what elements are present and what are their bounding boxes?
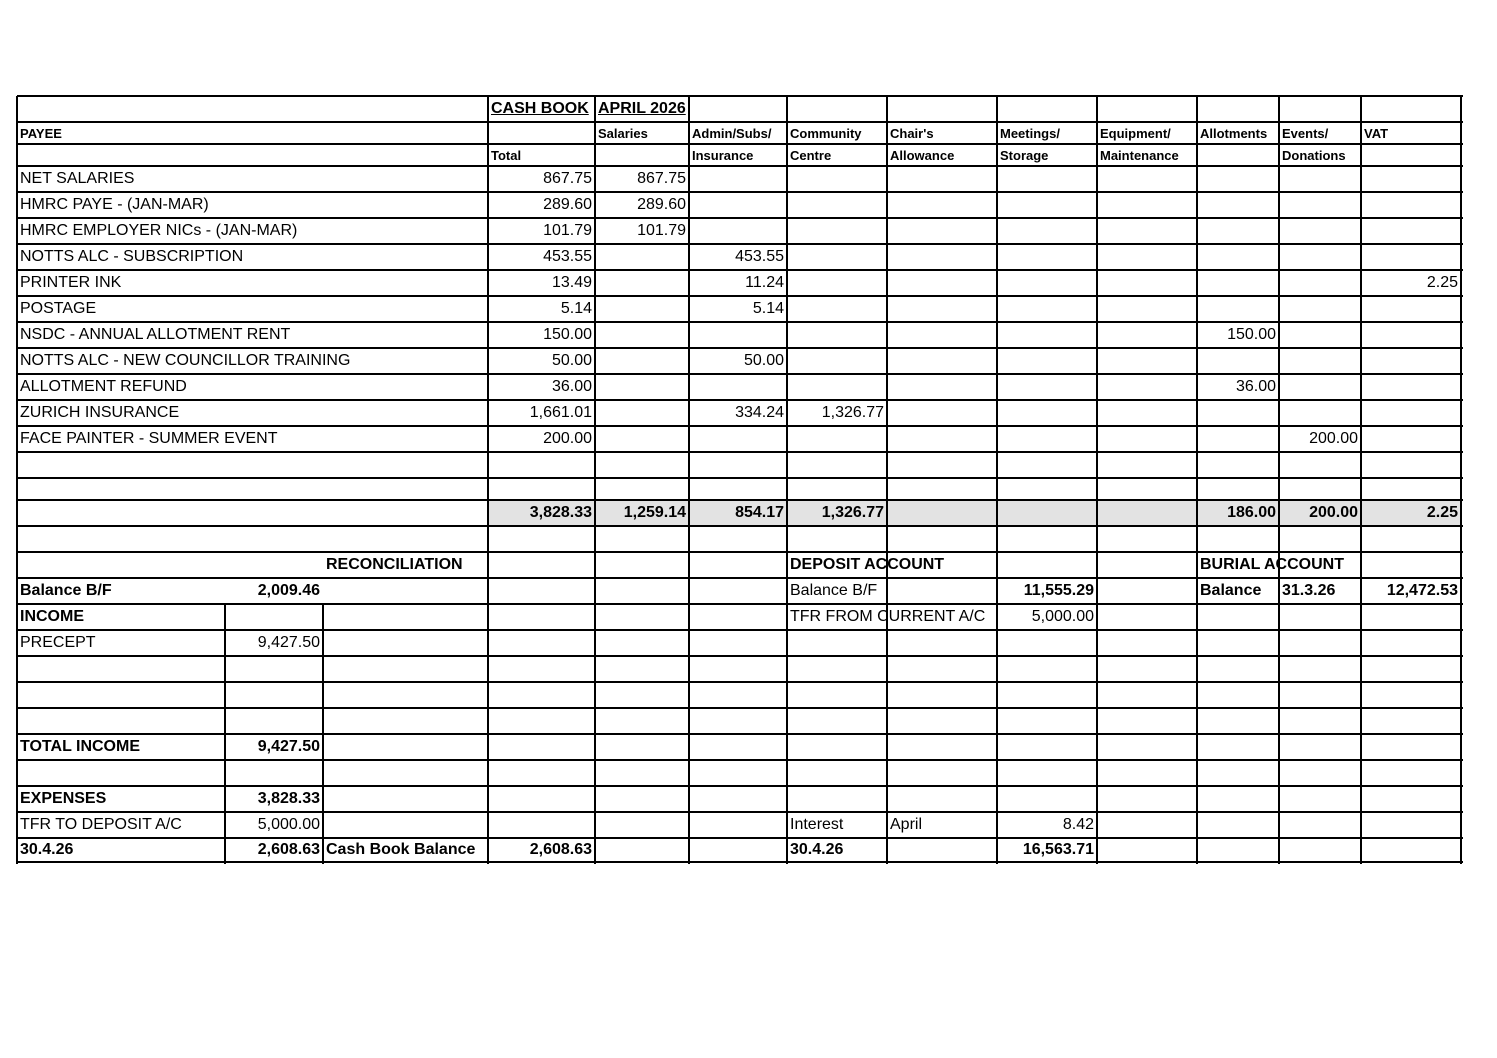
burial-heading: BURIAL ACCOUNT: [1200, 556, 1344, 573]
total-events: 200.00: [1309, 504, 1358, 521]
deposit-tfr-label: TFR FROM CURRENT A/C: [790, 608, 986, 625]
payment-allotments: [1197, 218, 1279, 244]
header-community: Community: [790, 125, 862, 141]
payment-salaries: [595, 296, 689, 322]
payment-admin: 11.24: [745, 274, 784, 291]
payment-allotments: 36.00: [1235, 378, 1276, 395]
grid-line: [594, 604, 596, 864]
burial-balance-date: 31.3.26: [1282, 582, 1336, 599]
payment-community: [787, 192, 887, 218]
recon-expenses-label: EXPENSES: [20, 790, 107, 807]
grid-line: [1096, 96, 1098, 606]
payment-events: 200.00: [1309, 430, 1358, 447]
payment-vat: [1361, 400, 1461, 426]
recon-income-label: INCOME: [20, 608, 84, 625]
grid-line: [996, 96, 998, 606]
header-allotments: Allotments: [1200, 125, 1268, 141]
payment-events: [1279, 244, 1361, 270]
header-vat: VAT: [1364, 125, 1389, 141]
recon-expenses-value: 3,828.33: [257, 790, 320, 807]
payment-community: [787, 348, 887, 374]
payment-events: [1279, 192, 1361, 218]
cash-book-balance-value: 2,608.63: [529, 841, 592, 858]
payment-vat: [1361, 348, 1461, 374]
payment-community: [787, 374, 887, 400]
recon-precept-value: 9,427.50: [257, 634, 320, 651]
month-title: APRIL 2026: [598, 100, 686, 117]
reconciliation-heading: RECONCILIATION: [326, 556, 463, 573]
header-donations: Donations: [1282, 147, 1346, 163]
payment-allotments: [1197, 270, 1279, 296]
payment-allotments: [1197, 426, 1279, 452]
payment-allotments: [1197, 166, 1279, 192]
payment-admin: 5.14: [752, 300, 784, 317]
payment-total: 453.55: [543, 248, 592, 265]
header-allowance: Allowance: [890, 147, 955, 163]
payment-payee: ZURICH INSURANCE: [20, 404, 180, 421]
payment-payee: ALLOTMENT REFUND: [20, 378, 187, 395]
grid-line: [688, 604, 690, 864]
payment-community: [787, 244, 887, 270]
header-insurance: Insurance: [692, 147, 754, 163]
deposit-tfr-value: 5,000.00: [1031, 608, 1094, 625]
payment-payee: NET SALARIES: [20, 170, 135, 187]
deposit-interest-label: Interest: [790, 816, 844, 833]
grid-line: [17, 477, 1463, 479]
deposit-interest-month: April: [890, 816, 923, 833]
grid-line: [1196, 604, 1198, 864]
payment-admin: 453.55: [735, 248, 784, 265]
total-admin: 854.17: [735, 504, 784, 521]
cash-book-title: CASH BOOK: [491, 100, 589, 117]
header-meetings: Meetings/: [1000, 125, 1060, 141]
payment-salaries: [595, 244, 689, 270]
payment-admin: [689, 322, 787, 348]
payment-admin: [689, 192, 787, 218]
header-events: Events/: [1282, 125, 1329, 141]
payment-events: [1279, 374, 1361, 400]
recon-end-value: 2,608.63: [257, 841, 320, 858]
payment-vat: [1361, 166, 1461, 192]
grid-line: [1460, 604, 1462, 864]
payment-total: 150.00: [543, 326, 592, 343]
payment-salaries: [595, 374, 689, 400]
payment-community: [787, 166, 887, 192]
burial-balance-label: Balance: [1200, 582, 1262, 599]
payment-total: 101.79: [543, 222, 592, 239]
recon-end-date: 30.4.26: [20, 841, 74, 858]
payment-community: 1,326.77: [821, 404, 884, 421]
payment-admin: [689, 426, 787, 452]
payment-events: [1279, 166, 1361, 192]
payment-total: 1,661.01: [529, 404, 592, 421]
payment-total: 289.60: [543, 196, 592, 213]
deposit-balance-bf-value: 11,555.29: [1023, 582, 1094, 599]
payment-total: 50.00: [551, 352, 592, 369]
recon-total-income-value: 9,427.50: [257, 738, 320, 755]
payment-salaries: 101.79: [637, 222, 686, 239]
recon-balance-bf-value: 2,009.46: [257, 582, 320, 599]
grid-line: [1278, 604, 1280, 864]
payment-payee: POSTAGE: [20, 300, 97, 317]
payment-allotments: [1197, 192, 1279, 218]
payment-payee: FACE PAINTER - SUMMER EVENT: [20, 430, 278, 447]
deposit-heading: DEPOSIT ACCOUNT: [790, 556, 945, 573]
payment-admin: [689, 166, 787, 192]
header-maintenance: Maintenance: [1100, 147, 1179, 163]
header-chairs: Chair's: [890, 125, 934, 141]
payment-payee: NOTTS ALC - NEW COUNCILLOR TRAINING: [20, 352, 351, 369]
total-total: 3,828.33: [529, 504, 592, 521]
payment-community: [787, 270, 887, 296]
payment-vat: 2.25: [1426, 274, 1458, 291]
payment-vat: [1361, 426, 1461, 452]
payment-community: [787, 426, 887, 452]
payment-events: [1279, 400, 1361, 426]
total-allotments: 186.00: [1227, 504, 1276, 521]
header-centre: Centre: [790, 147, 832, 163]
header-salaries: Salaries: [598, 125, 648, 141]
recon-balance-bf-label: Balance B/F: [20, 582, 112, 599]
total-salaries: 1,259.14: [623, 504, 686, 521]
payment-salaries: [595, 322, 689, 348]
cash-book-sheet: [17, 96, 1461, 862]
header-admin: Admin/Subs/: [692, 125, 772, 141]
payment-total: 36.00: [551, 378, 592, 395]
payment-events: [1279, 296, 1361, 322]
header-payee: PAYEE: [20, 125, 62, 141]
grid-line: [17, 681, 1463, 683]
payment-vat: [1361, 322, 1461, 348]
payment-admin: 334.24: [735, 404, 784, 421]
payment-allotments: 150.00: [1227, 326, 1276, 343]
payment-allotments: [1197, 244, 1279, 270]
payment-admin: [689, 374, 787, 400]
header-storage: Storage: [1000, 147, 1049, 163]
payment-events: [1279, 322, 1361, 348]
payment-vat: [1361, 296, 1461, 322]
payment-total: 867.75: [543, 170, 592, 187]
burial-balance-value: 12,472.53: [1386, 582, 1458, 599]
payment-community: [787, 296, 887, 322]
grid-line: [1360, 604, 1362, 864]
payment-total: 5.14: [560, 300, 592, 317]
payment-community: [787, 322, 887, 348]
payment-salaries: [595, 348, 689, 374]
payment-salaries: 867.75: [637, 170, 686, 187]
payment-payee: PRINTER INK: [20, 274, 122, 291]
payment-vat: [1361, 374, 1461, 400]
payment-vat: [1361, 192, 1461, 218]
payment-salaries: 289.60: [637, 196, 686, 213]
header-equipment: Equipment/: [1100, 125, 1171, 141]
grid-line: [17, 707, 1463, 709]
total-vat: 2.25: [1426, 504, 1458, 521]
deposit-balance-bf-label: Balance B/F: [790, 582, 878, 599]
payment-vat: [1361, 244, 1461, 270]
payment-salaries: [595, 426, 689, 452]
payment-payee: HMRC PAYE - (JAN-MAR): [20, 196, 209, 213]
recon-precept-label: PRECEPT: [20, 634, 96, 651]
payment-events: [1279, 218, 1361, 244]
payment-total: 13.49: [551, 274, 592, 291]
header-total: Total: [491, 147, 522, 163]
recon-total-income-label: TOTAL INCOME: [20, 738, 140, 755]
deposit-end-value: 16,563.71: [1022, 841, 1094, 858]
payment-admin: [689, 218, 787, 244]
deposit-end-date: 30.4.26: [790, 841, 844, 858]
recon-tfr-label: TFR TO DEPOSIT A/C: [20, 816, 182, 833]
payment-admin: 50.00: [743, 352, 784, 369]
payment-salaries: [595, 400, 689, 426]
total-community: 1,326.77: [821, 504, 884, 521]
payment-allotments: [1197, 400, 1279, 426]
payment-payee: HMRC EMPLOYER NICs - (JAN-MAR): [20, 222, 298, 239]
cash-book-balance-label: Cash Book Balance: [326, 841, 476, 858]
grid-line: [487, 604, 489, 864]
payment-events: [1279, 270, 1361, 296]
payment-total: 200.00: [543, 430, 592, 447]
payment-allotments: [1197, 348, 1279, 374]
payment-salaries: [595, 270, 689, 296]
payment-vat: [1361, 218, 1461, 244]
payment-community: [787, 218, 887, 244]
payment-payee: NOTTS ALC - SUBSCRIPTION: [20, 248, 244, 265]
recon-tfr-value: 5,000.00: [257, 816, 320, 833]
payment-allotments: [1197, 296, 1279, 322]
payment-events: [1279, 348, 1361, 374]
deposit-interest-value: 8.42: [1062, 816, 1094, 833]
payment-payee: NSDC - ANNUAL ALLOTMENT RENT: [20, 326, 291, 343]
